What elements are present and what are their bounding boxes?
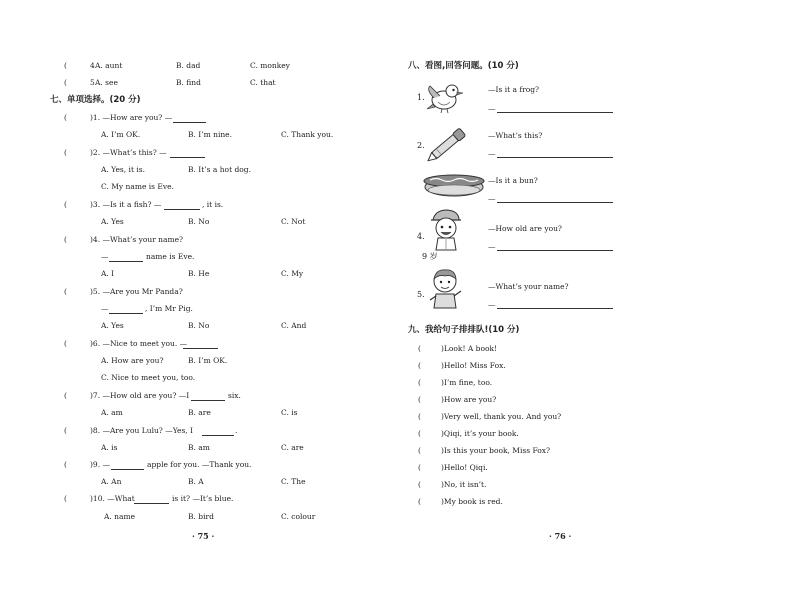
answer-blank[interactable] bbox=[170, 148, 205, 158]
answer-dash: — bbox=[488, 149, 496, 158]
order-paren[interactable]: ( bbox=[418, 446, 421, 455]
answer-paren[interactable]: ( bbox=[64, 391, 67, 400]
option-a: A. is bbox=[101, 443, 118, 452]
sentence: )I’m fine, too. bbox=[441, 378, 493, 387]
question-line-2: name is Eve. bbox=[146, 252, 195, 261]
option-b: B. are bbox=[188, 408, 211, 417]
item-stem: 4 bbox=[90, 61, 95, 70]
answer-line[interactable] bbox=[497, 193, 613, 203]
answer-blank[interactable] bbox=[202, 426, 234, 436]
answer-blank[interactable] bbox=[109, 304, 143, 314]
question-stem: )8. —Are you Lulu? —Yes, I bbox=[90, 426, 194, 435]
item-number: 1. bbox=[417, 93, 425, 102]
question-stem: )10. —What bbox=[90, 494, 135, 503]
answer-blank[interactable] bbox=[183, 339, 218, 349]
option-a: A. aunt bbox=[95, 61, 123, 70]
question-stem: )2. —What’s this? — bbox=[90, 148, 167, 157]
option-a: A. An bbox=[101, 477, 122, 486]
answer-dash: — bbox=[488, 300, 496, 309]
answer-blank[interactable] bbox=[191, 391, 225, 401]
option-a: A. name bbox=[104, 512, 136, 521]
option-a: A. Yes bbox=[101, 217, 124, 226]
option-c: C. My bbox=[281, 269, 304, 278]
answer-line[interactable] bbox=[497, 241, 613, 251]
picture-question: —What’s your name? bbox=[488, 282, 569, 291]
section-9-title: 九、我给句子排排队!(10 分) bbox=[408, 325, 520, 335]
option-c: C. colour bbox=[281, 512, 316, 521]
answer-paren[interactable]: ( bbox=[64, 61, 67, 70]
question-stem: )6. —Nice to meet you. — bbox=[90, 339, 188, 348]
answer-blank[interactable] bbox=[134, 494, 169, 504]
answer-line[interactable] bbox=[497, 148, 613, 158]
order-paren[interactable]: ( bbox=[418, 395, 421, 404]
right-page bbox=[400, 0, 800, 592]
section-8-title: 八、看图,回答问题。(10 分) bbox=[408, 61, 519, 71]
question-stem: )7. —How old are you? —I bbox=[90, 391, 190, 400]
option-a: A. Yes, it is. bbox=[101, 165, 145, 174]
sentence: )Hello! Qiqi. bbox=[441, 463, 488, 472]
answer-blank[interactable] bbox=[111, 460, 144, 470]
answer-paren[interactable]: ( bbox=[64, 200, 67, 209]
picture-question: —Is it a frog? bbox=[488, 85, 540, 94]
option-c: C. monkey bbox=[250, 61, 290, 70]
question-stem-after: , it is. bbox=[202, 200, 224, 209]
sentence: )My book is red. bbox=[441, 497, 503, 506]
option-a: A. see bbox=[95, 78, 118, 87]
answer-dash: — bbox=[488, 104, 496, 113]
order-paren[interactable]: ( bbox=[418, 480, 421, 489]
option-b: B. find bbox=[176, 78, 201, 87]
bird-icon bbox=[424, 80, 464, 114]
option-c: C. is bbox=[281, 408, 298, 417]
question-stem-after: is it? —It’s blue. bbox=[172, 494, 234, 503]
question-stem: )5. —Are you Mr Panda? bbox=[90, 287, 183, 296]
option-b: B. He bbox=[188, 269, 210, 278]
answer-paren[interactable]: ( bbox=[64, 494, 67, 503]
answer-blank[interactable] bbox=[173, 113, 206, 123]
answer-paren[interactable]: ( bbox=[64, 148, 67, 157]
order-paren[interactable]: ( bbox=[418, 412, 421, 421]
order-paren[interactable]: ( bbox=[418, 429, 421, 438]
option-b: B. dad bbox=[176, 61, 201, 70]
sentence: )Look! A book! bbox=[441, 344, 498, 353]
answer-paren[interactable]: ( bbox=[64, 113, 67, 122]
order-paren[interactable]: ( bbox=[418, 463, 421, 472]
answer-dash: — bbox=[488, 194, 496, 203]
option-b: B. bird bbox=[188, 512, 214, 521]
order-paren[interactable]: ( bbox=[418, 344, 421, 353]
answer-paren[interactable]: ( bbox=[64, 235, 67, 244]
question-stem-after: . bbox=[235, 426, 238, 435]
order-paren[interactable]: ( bbox=[418, 361, 421, 370]
answer-blank[interactable] bbox=[164, 200, 200, 210]
picture-question: —Is it a bun? bbox=[488, 176, 538, 185]
option-b: B. No bbox=[188, 321, 210, 330]
question-stem: )1. —How are you? — bbox=[90, 113, 173, 122]
option-c: C. Not bbox=[281, 217, 306, 226]
item-number: 2. bbox=[417, 141, 425, 150]
option-c: C. The bbox=[281, 477, 306, 486]
pen-icon bbox=[424, 124, 472, 164]
sentence: )Is this your book, Miss Fox? bbox=[441, 446, 551, 455]
sentence: )Very well, thank you. And you? bbox=[441, 412, 562, 421]
boy-cap-icon bbox=[427, 208, 463, 252]
picture-question: —What’s this? bbox=[488, 131, 543, 140]
option-b: B. I’m nine. bbox=[188, 130, 233, 139]
item-number: 5. bbox=[417, 290, 425, 299]
sentence: )Qiqi, it’s your book. bbox=[441, 429, 519, 438]
option-a: A. I’m OK. bbox=[101, 130, 141, 139]
answer-line[interactable] bbox=[497, 299, 613, 309]
option-c: C. that bbox=[250, 78, 276, 87]
sentence: )How are you? bbox=[441, 395, 497, 404]
answer-paren[interactable]: ( bbox=[64, 426, 67, 435]
answer-paren[interactable]: ( bbox=[64, 460, 67, 469]
girl-icon bbox=[426, 266, 464, 312]
sentence: )No, it isn’t. bbox=[441, 480, 487, 489]
option-c: C. Thank you. bbox=[281, 130, 334, 139]
dash: — bbox=[101, 304, 109, 313]
option-b: B. It’s a hot dog. bbox=[188, 165, 251, 174]
item-stem: 5 bbox=[90, 78, 95, 87]
option-b: B. A bbox=[188, 477, 204, 486]
option-a: A. I bbox=[101, 269, 115, 278]
page-number: · 76 · bbox=[549, 531, 572, 541]
option-c: C. are bbox=[281, 443, 304, 452]
option-b: B. No bbox=[188, 217, 210, 226]
order-paren[interactable]: ( bbox=[418, 378, 421, 387]
option-a: A. How are you? bbox=[101, 356, 164, 365]
answer-dash: — bbox=[488, 242, 496, 251]
question-stem: )9. — bbox=[90, 460, 110, 469]
question-stem-after: apple for you. —Thank you. bbox=[147, 460, 252, 469]
question-stem: )3. —Is it a fish? — bbox=[90, 200, 162, 209]
option-a: A. Yes bbox=[101, 321, 124, 330]
option-c: C. And bbox=[281, 321, 307, 330]
item-number: 4. bbox=[417, 232, 425, 241]
option-a: A. am bbox=[101, 408, 123, 417]
answer-paren[interactable]: ( bbox=[64, 339, 67, 348]
page-number: · 75 · bbox=[192, 531, 215, 541]
option-b: B. am bbox=[188, 443, 210, 452]
sentence: )Hello! Miss Fox. bbox=[441, 361, 506, 370]
order-paren[interactable]: ( bbox=[418, 497, 421, 506]
picture-question: —How old are you? bbox=[488, 224, 562, 233]
question-line-2: , I’m Mr Pig. bbox=[145, 304, 193, 313]
answer-line[interactable] bbox=[497, 103, 613, 113]
answer-paren[interactable]: ( bbox=[64, 287, 67, 296]
option-b: B. I’m OK. bbox=[188, 356, 228, 365]
answer-paren[interactable]: ( bbox=[64, 78, 67, 87]
age-caption: 9 岁 bbox=[422, 252, 438, 261]
question-stem-after: six. bbox=[228, 391, 241, 400]
section-7-title: 七、单项选择。(20 分) bbox=[50, 95, 141, 105]
hotdog-icon bbox=[422, 168, 486, 198]
answer-blank[interactable] bbox=[109, 252, 143, 262]
option-c: C. My name is Eve. bbox=[101, 182, 174, 191]
dash: — bbox=[101, 252, 109, 261]
question-stem: )4. —What’s your name? bbox=[90, 235, 184, 244]
option-c: C. Nice to meet you, too. bbox=[101, 373, 196, 382]
